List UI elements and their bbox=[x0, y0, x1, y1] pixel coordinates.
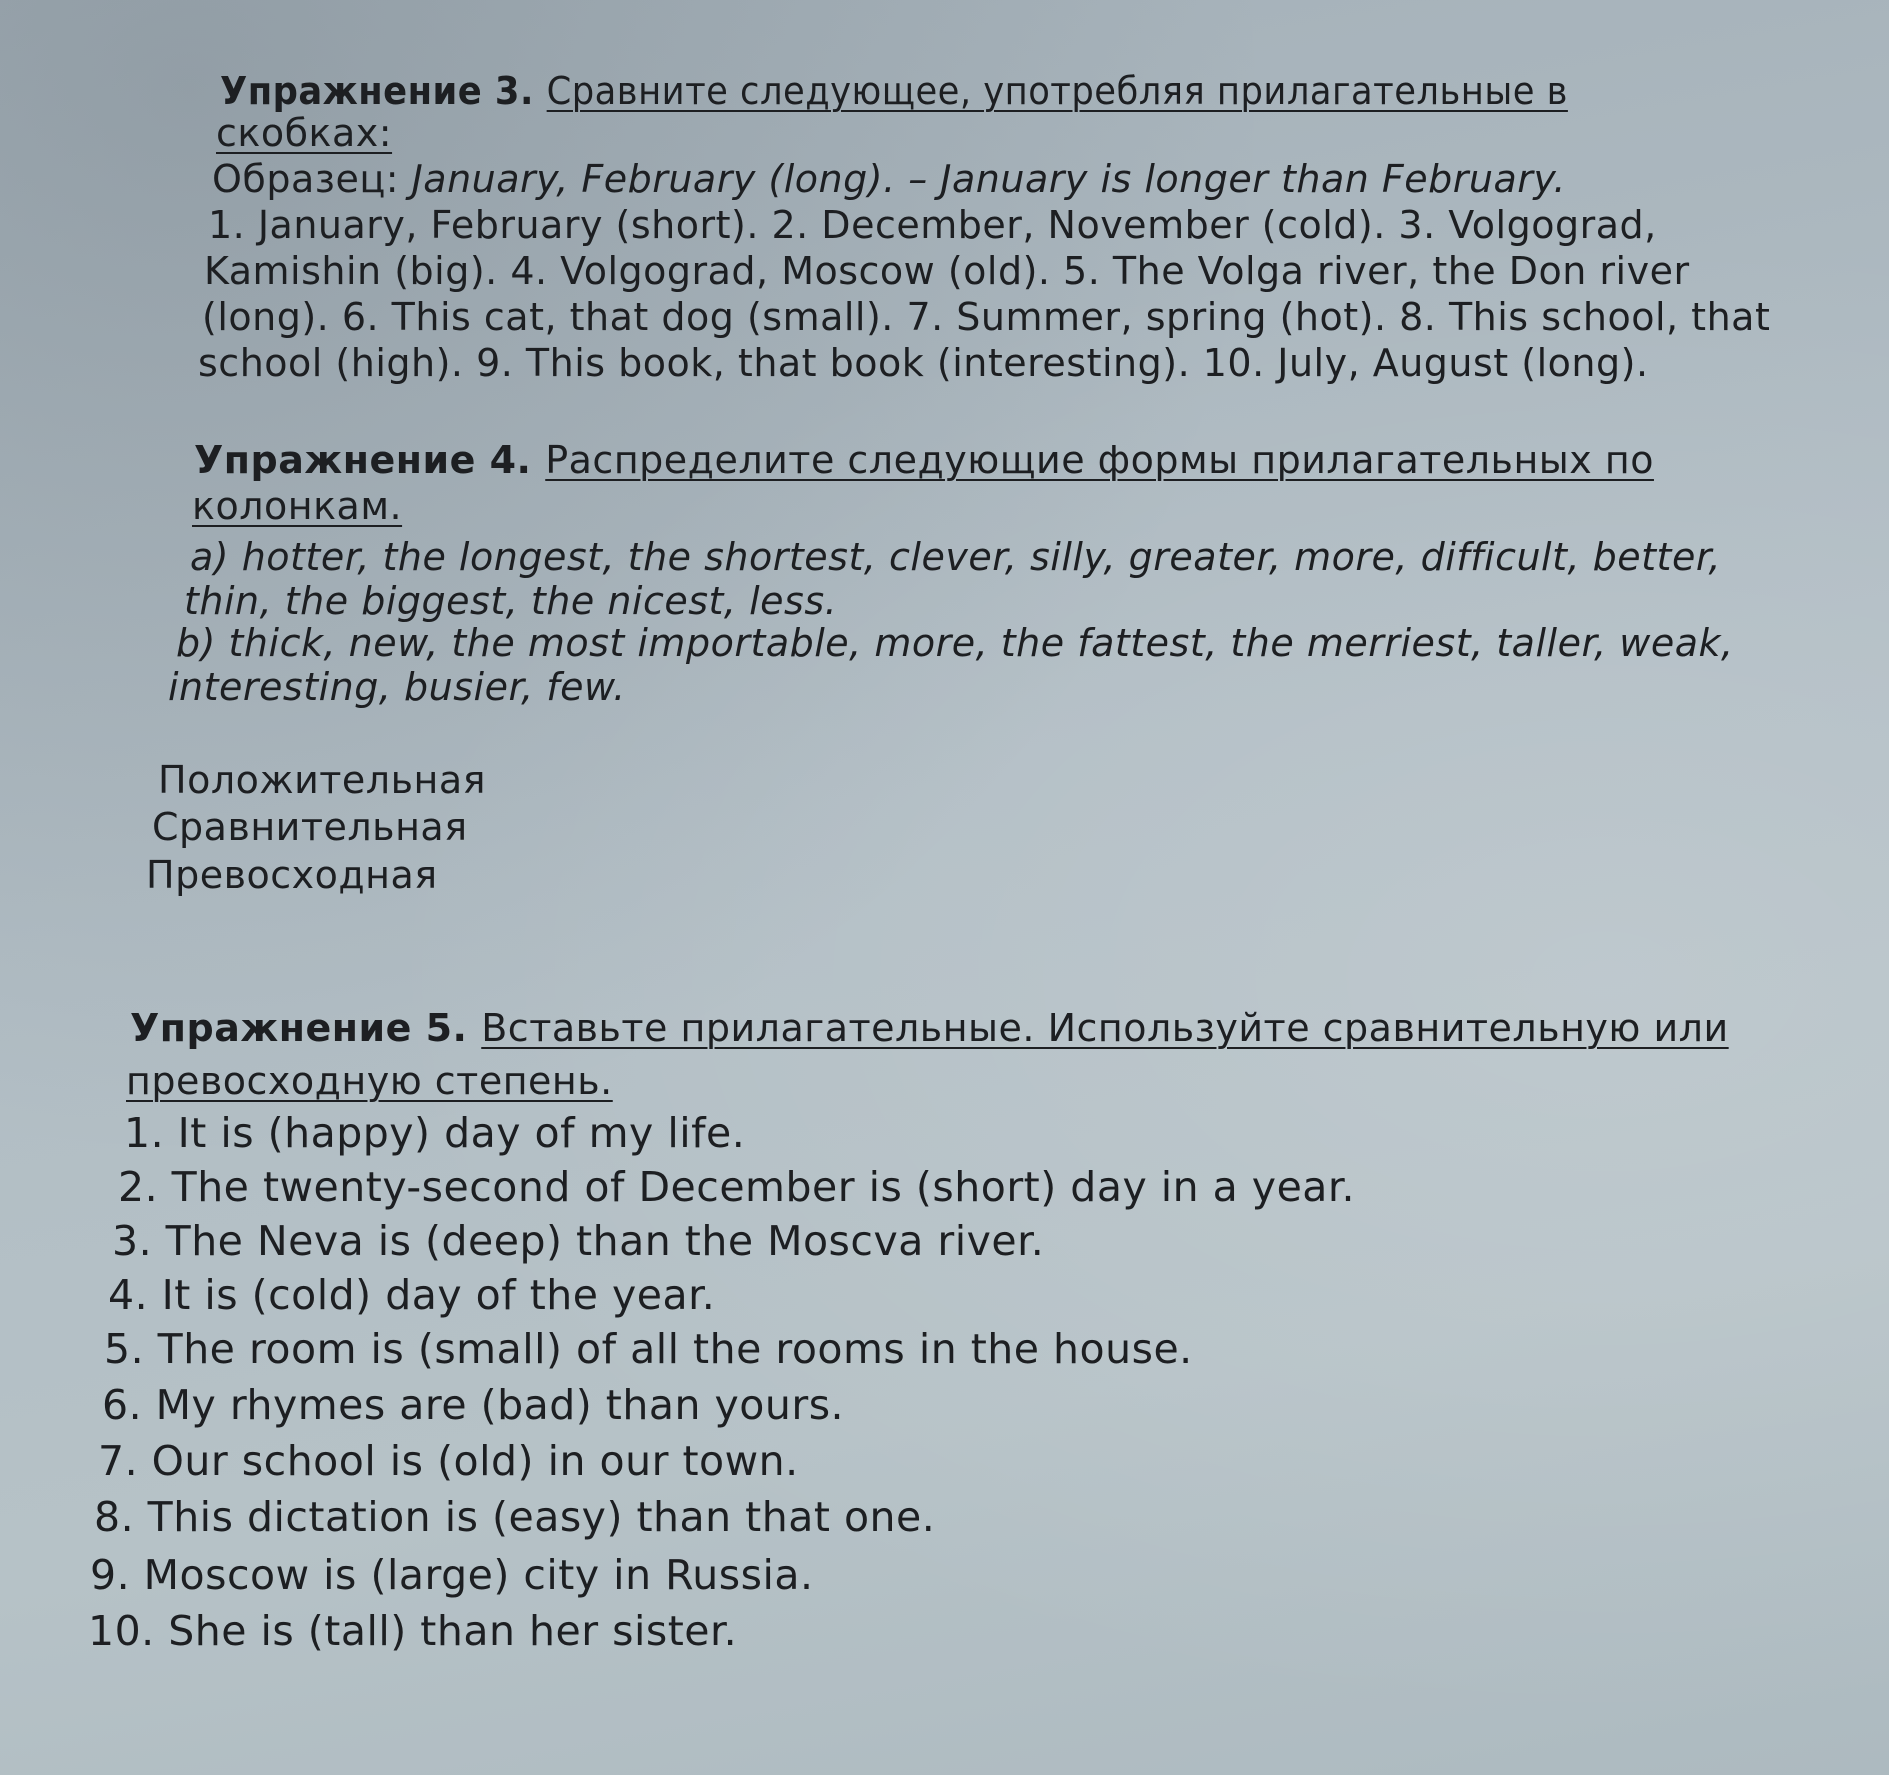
exercise-5-item-4: 4. It is (cold) day of the year. bbox=[108, 1271, 716, 1319]
exercise-4-label: Упражнение 4. bbox=[194, 438, 532, 482]
exercise-3-instruction-cont: скобках: bbox=[216, 111, 393, 155]
exercise-3-label: Упражнение 3. bbox=[220, 69, 534, 113]
exercise-3-line-2: Kamishin (big). 4. Volgograd, Moscow (old). 5. The Volga river, the Don river bbox=[204, 249, 1690, 293]
exercise-3-line-1: 1. January, February (short). 2. December, November (cold). 3. Volgograd, bbox=[208, 203, 1657, 247]
column-superlative: Превосходная bbox=[146, 853, 438, 897]
column-comparative: Сравнительная bbox=[152, 805, 468, 849]
exercise-5-item-2: 2. The twenty-second of December is (short) day in a year. bbox=[118, 1163, 1356, 1211]
exercise-5-item-5: 5. The room is (small) of all the rooms in the house. bbox=[104, 1325, 1193, 1373]
exercise-5-item-10: 10. She is (tall) than her sister. bbox=[88, 1607, 738, 1655]
exercise-3-heading bbox=[220, 68, 1568, 114]
exercise-5-instruction: Вставьте прилагательные. Используйте сравнительную или bbox=[481, 1006, 1729, 1050]
exercise-3-line-4: school (high). 9. This book, that book (interesting). 10. July, August (long). bbox=[198, 341, 1649, 385]
exercise-3-example bbox=[212, 156, 1566, 202]
exercise-4-instruction-cont: колонкам. bbox=[192, 484, 403, 528]
example-prefix: Образец: bbox=[212, 157, 412, 201]
exercise-5-item-8: 8. This dictation is (easy) than that one. bbox=[94, 1493, 936, 1541]
exercise-5-label: Упражнение 5. bbox=[130, 1006, 468, 1050]
exercise-5-item-1: 1. It is (happy) day of my life. bbox=[124, 1109, 746, 1157]
exercise-4-line-1: a) hotter, the longest, the shortest, clever, silly, greater, more, difficult, better, bbox=[190, 535, 1722, 579]
exercise-4-heading bbox=[194, 437, 1654, 483]
exercise-5-instruction-cont: превосходную степень. bbox=[126, 1059, 613, 1103]
exercise-4-line-4: interesting, busier, few. bbox=[168, 665, 626, 709]
exercise-3-instruction: Сравните следующее, употребляя прилагательные в bbox=[546, 69, 1568, 113]
exercise-3-line-3: (long). 6. This cat, that dog (small). 7. Summer, spring (hot). 8. This school, that bbox=[202, 295, 1771, 339]
exercise-4-line-2: thin, the biggest, the nicest, less. bbox=[184, 579, 838, 623]
exercise-4-instruction: Распределите следующие формы прилагательных по bbox=[545, 438, 1654, 482]
exercise-5-item-7: 7. Our school is (old) in our town. bbox=[98, 1437, 799, 1485]
example-text: January, February (long). – January is longer than February. bbox=[411, 157, 1566, 201]
exercise-4-line-3: b) thick, new, the most importable, more, the fattest, the merriest, taller, weak, bbox=[176, 621, 1734, 665]
exercise-5-item-9: 9. Moscow is (large) city in Russia. bbox=[90, 1551, 814, 1599]
exercise-5-item-3: 3. The Neva is (deep) than the Moscva river. bbox=[112, 1217, 1045, 1265]
exercise-5-item-6: 6. My rhymes are (bad) than yours. bbox=[102, 1381, 845, 1429]
exercise-5-heading bbox=[130, 1005, 1729, 1051]
column-positive: Положительная bbox=[158, 758, 486, 802]
